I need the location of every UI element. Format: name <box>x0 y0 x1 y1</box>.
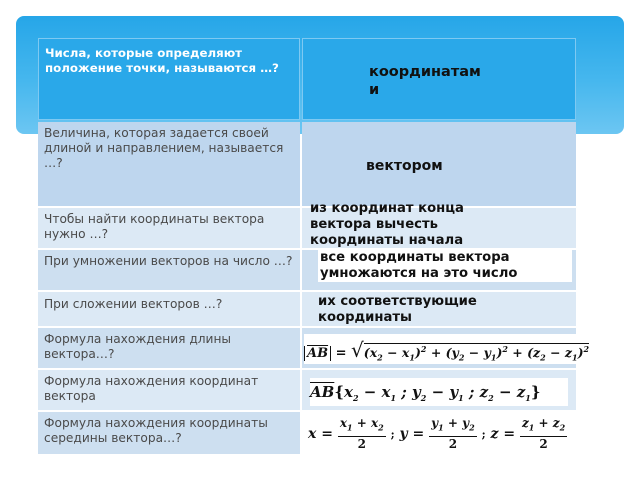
question-cell <box>38 38 300 120</box>
question-text: При сложении векторов …? <box>44 297 223 311</box>
question-text: Формула нахождения координаты середины вектора…? <box>44 416 268 445</box>
formula-vector-length: $\overline{AB} = √(x_2 - x_1)^2 + (y_2 - y_1)^2 + (z_2 - z_1)^2$ <box>304 334 580 364</box>
formula-vector-coordinates: $\overline{AB}\{x_2 - x_1$ ; $y_2 - y_1$ ; $z_2 - z_1$} <box>310 378 568 406</box>
question-text: Чтобы найти координаты вектора нужно …? <box>44 212 265 241</box>
question-cell <box>38 208 300 248</box>
question-cell <box>38 370 300 410</box>
question-cell <box>38 122 300 206</box>
answer-text: из координат конца вектора вычесть координаты начала <box>310 201 464 248</box>
question-text: Величина, которая задается своей длиной и направлением, называется …? <box>44 126 284 170</box>
question-cell <box>38 328 300 368</box>
question-cell <box>38 412 300 454</box>
question-text: Числа, которые определяют положение точки, называются …? <box>45 46 279 75</box>
answer-cell <box>302 38 576 120</box>
question-text: При умножении векторов на число …? <box>44 254 293 268</box>
answer-text: все координаты вектора умножаются на это число <box>318 250 572 282</box>
formula-midpoint: x = $\frac{x_1 + x_2}{2}$ ; y = $\frac{y_1 + y_2}{2}$ ; z = $\frac{z_1 + z_2}{2}$ <box>308 412 594 456</box>
question-cell <box>38 292 300 326</box>
table-row <box>38 122 576 206</box>
question-text: Формула нахождения длины вектора…? <box>44 332 232 361</box>
table-row-header <box>38 38 576 120</box>
answer-text: их соответствующие координаты <box>318 294 477 325</box>
answer-cell <box>302 122 576 206</box>
answer-text: вектором <box>366 158 443 174</box>
answer-text: координатам и <box>369 64 481 98</box>
question-text: Формула нахождения координат вектора <box>44 374 259 403</box>
question-cell <box>38 250 300 290</box>
